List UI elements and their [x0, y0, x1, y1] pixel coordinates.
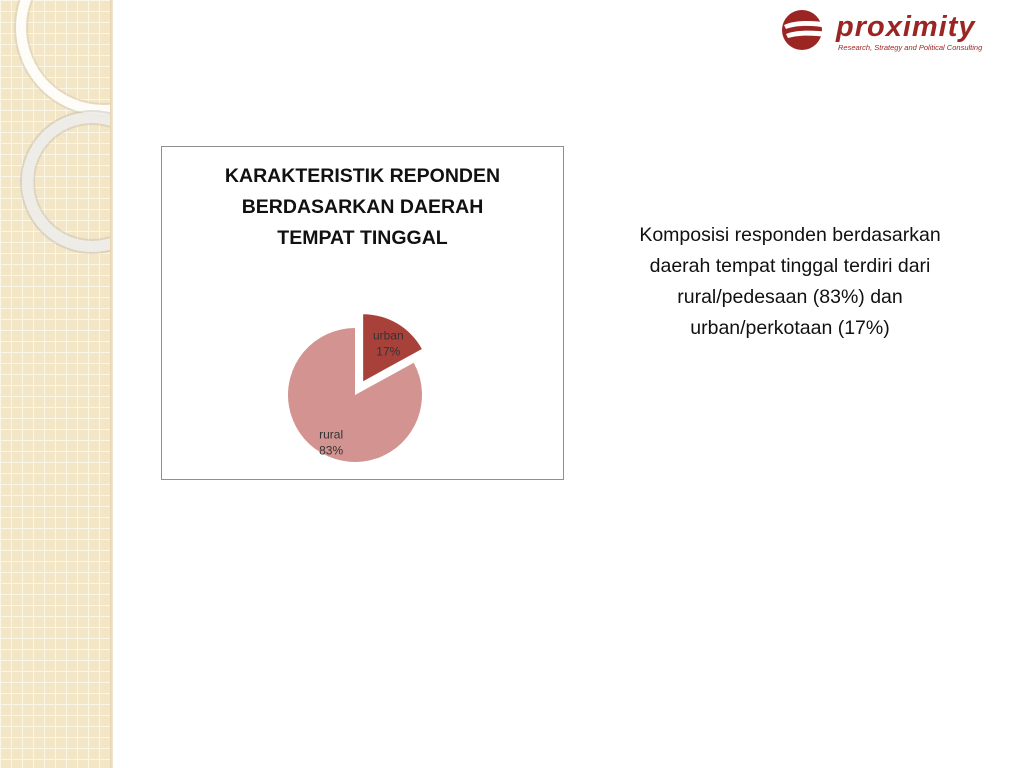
logo-name: proximity [836, 11, 976, 43]
description-line-4: urban/perkotaan (17%) [690, 317, 890, 339]
pie-chart-panel [161, 146, 564, 480]
logo-mark-icon [780, 8, 832, 52]
description-line-2: daerah tempat tinggal terdiri dari [649, 255, 931, 277]
decorative-ring-middle [22, 112, 113, 252]
proximity-logo [780, 8, 1012, 56]
pie-chart [162, 147, 563, 479]
side-band-edge [110, 0, 113, 768]
description-line-3: rural/pedesaan (83%) dan [677, 286, 903, 308]
chart-title-line-1: KARAKTERISTIK REPONDEN [224, 165, 501, 187]
pie-label-value-urban: 17% [376, 344, 401, 359]
logo-tagline: Research, Strategy and Political Consulting [838, 43, 983, 52]
chart-title-line-2: BERDASARKAN DAERAH [241, 196, 484, 218]
pie-label-name-urban: urban [372, 328, 404, 343]
description-line-1: Komposisi responden berdasarkan [639, 224, 941, 246]
chart-title-line-3: TEMPAT TINGGAL [277, 227, 448, 249]
decorative-side-band [0, 0, 113, 768]
description-text [600, 220, 980, 344]
decorative-ring-top [16, 0, 113, 115]
pie-label-value-rural: 83% [319, 443, 344, 458]
pie-label-name-rural: rural [319, 427, 344, 442]
